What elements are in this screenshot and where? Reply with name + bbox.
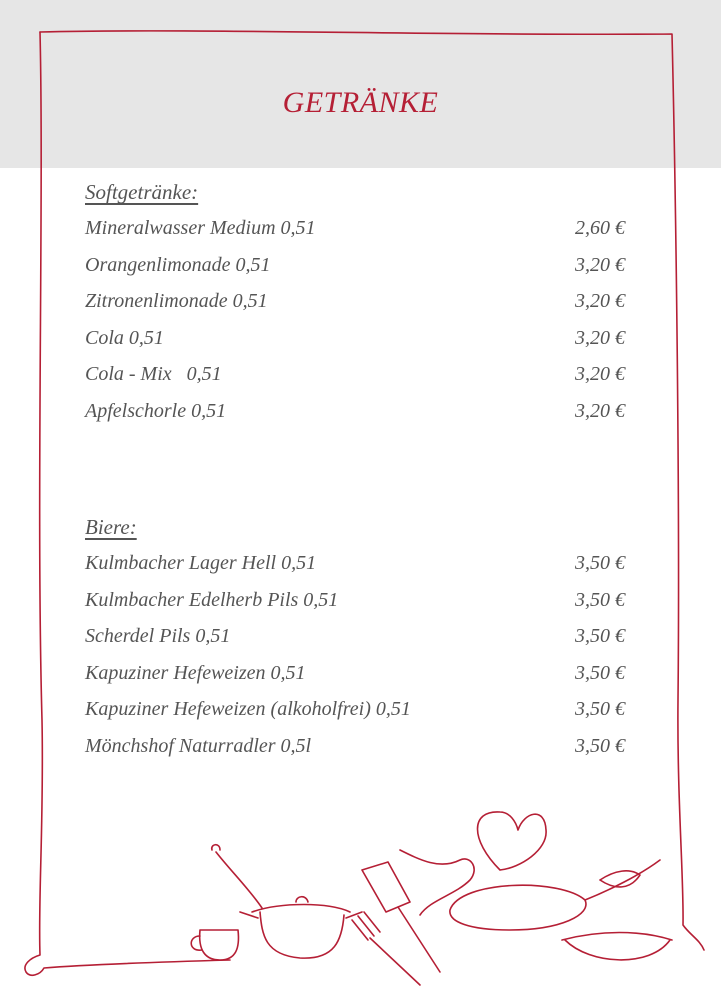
menu-item bbox=[85, 217, 625, 254]
item-price: 3,50 € bbox=[575, 625, 625, 647]
menu-item bbox=[85, 327, 625, 364]
menu-item bbox=[85, 625, 625, 662]
section-heading: Biere: bbox=[85, 515, 137, 539]
menu-item bbox=[85, 290, 625, 327]
menu-item bbox=[85, 254, 625, 291]
item-name: Cola 0,51 bbox=[85, 326, 164, 349]
item-name: Mineralwasser Medium 0,51 bbox=[85, 217, 316, 239]
item-name: Cola - Mix 0,51 bbox=[85, 363, 222, 385]
section-heading: Softgetränke: bbox=[85, 180, 199, 204]
section-beers bbox=[85, 515, 625, 771]
item-name: Apfelschorle 0,51 bbox=[85, 399, 227, 422]
item-name: Orangenlimonade 0,51 bbox=[85, 253, 271, 276]
item-name: Kapuziner Hefeweizen 0,51 bbox=[85, 661, 306, 684]
item-price: 3,50 € bbox=[575, 552, 625, 574]
section-softdrinks bbox=[85, 180, 625, 436]
item-name: Kapuziner Hefeweizen (alkoholfrei) 0,51 bbox=[85, 698, 411, 720]
menu-item bbox=[85, 662, 625, 699]
item-name: Kulmbacher Edelherb Pils 0,51 bbox=[85, 588, 339, 611]
item-name: Mönchshof Naturradler 0,5l bbox=[85, 734, 312, 757]
menu-item bbox=[85, 589, 625, 626]
item-price: 3,50 € bbox=[575, 698, 625, 720]
item-price: 3,50 € bbox=[575, 588, 625, 611]
page-title: GETRÄNKE bbox=[282, 86, 439, 119]
item-price: 3,20 € bbox=[575, 253, 625, 276]
item-price: 3,20 € bbox=[575, 363, 625, 385]
item-price: 3,20 € bbox=[575, 399, 625, 422]
item-price: 3,20 € bbox=[575, 326, 625, 349]
item-name: Zitronenlimonade 0,51 bbox=[85, 290, 268, 312]
menu-item bbox=[85, 400, 625, 437]
menu-item bbox=[85, 735, 625, 772]
menu-item bbox=[85, 363, 625, 400]
item-name: Kulmbacher Lager Hell 0,51 bbox=[85, 552, 317, 574]
menu-item bbox=[85, 698, 625, 735]
item-price: 2,60 € bbox=[575, 217, 625, 239]
menu-item bbox=[85, 552, 625, 589]
item-price: 3,50 € bbox=[575, 661, 625, 684]
item-price: 3,20 € bbox=[575, 290, 625, 312]
item-price: 3,50 € bbox=[575, 734, 625, 757]
item-name: Scherdel Pils 0,51 bbox=[85, 625, 231, 647]
